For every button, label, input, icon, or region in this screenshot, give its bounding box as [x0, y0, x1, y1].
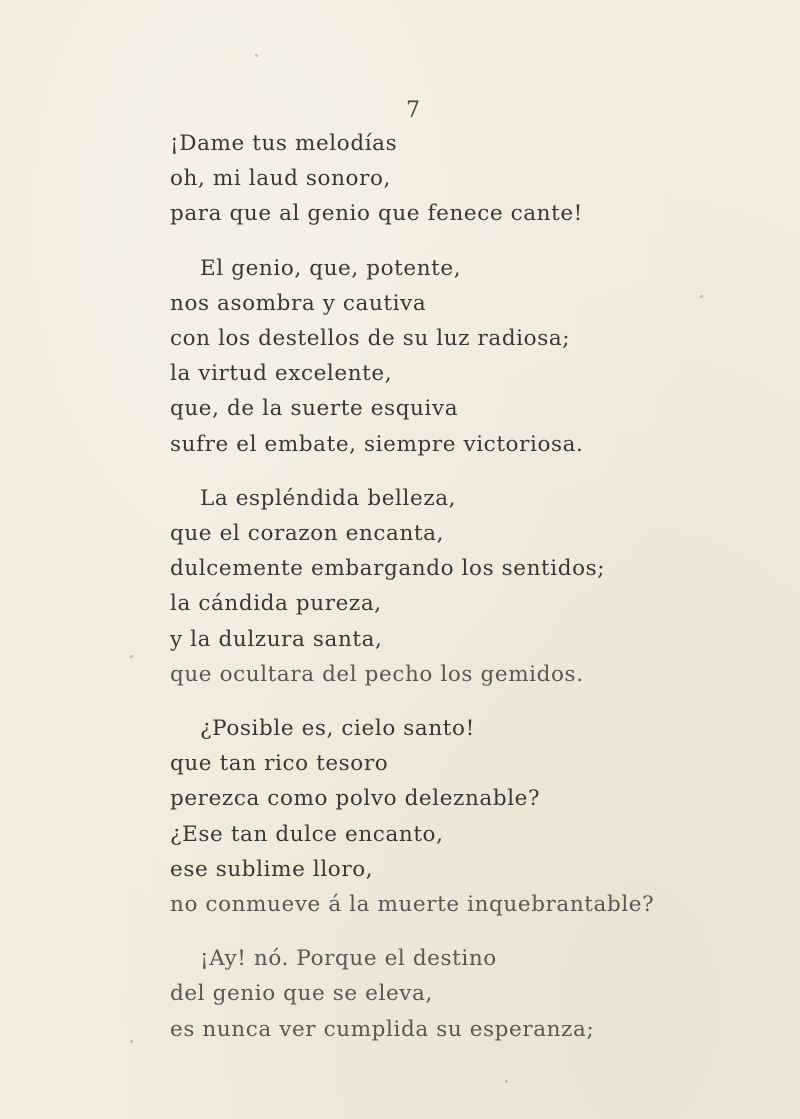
poem-line: nos asombra y cautiva — [170, 290, 427, 316]
paper-speck — [130, 1040, 133, 1043]
poem-line: perezca como polvo deleznable? — [170, 786, 541, 812]
poem-line: El genio, que, potente, — [200, 255, 462, 281]
stanza-5 — [170, 941, 790, 1047]
poem-line: del genio que se eleva, — [170, 981, 433, 1007]
poem-line: dulcemente embargando los sentidos; — [170, 556, 606, 582]
stanza-3 — [170, 481, 790, 692]
poem-line: la cándida pureza, — [170, 591, 382, 617]
poem-line: ¿Ese tan dulce encanto, — [170, 821, 444, 847]
poem-line: es nunca ver cumplida su esperanza; — [170, 1016, 595, 1042]
poem-line: que ocultara del pecho los gemidos. — [170, 661, 584, 687]
poem-line: que el corazon encanta, — [170, 521, 445, 547]
poem-line: ese sublime lloro, — [170, 856, 374, 882]
poem-line: ¡Ay! nó. Porque el destino — [200, 946, 497, 972]
poem-line: para que al genio que fenece cante! — [170, 201, 583, 227]
poem-line: con los destellos de su luz radiosa; — [170, 326, 571, 352]
paper-speck — [505, 1080, 508, 1083]
poem-line: ¡Dame tus melodías — [170, 131, 398, 156]
poem-line: no conmueve á la muerte inquebrantable? — [170, 892, 655, 918]
poem-body — [170, 126, 790, 1066]
stanza-4 — [170, 711, 790, 922]
poem-line: la virtud excelente, — [170, 361, 393, 387]
poem-line: sufre el embate, siempre victoriosa. — [170, 431, 584, 457]
poem-line: oh, mi laud sonoro, — [170, 166, 391, 192]
paper-speck — [130, 655, 133, 658]
poem-line: La espléndida belleza, — [200, 485, 457, 511]
poem-line: que tan rico tesoro — [170, 751, 389, 777]
paper-speck — [255, 54, 258, 57]
stanza-1 — [170, 126, 790, 232]
poem-line: que, de la suerte esquiva — [170, 396, 459, 422]
poem-line: y la dulzura santa, — [170, 626, 383, 652]
page-number: 7 — [406, 98, 420, 123]
poem-line: ¿Posible es, cielo santo! — [200, 716, 475, 742]
stanza-2 — [170, 251, 790, 462]
